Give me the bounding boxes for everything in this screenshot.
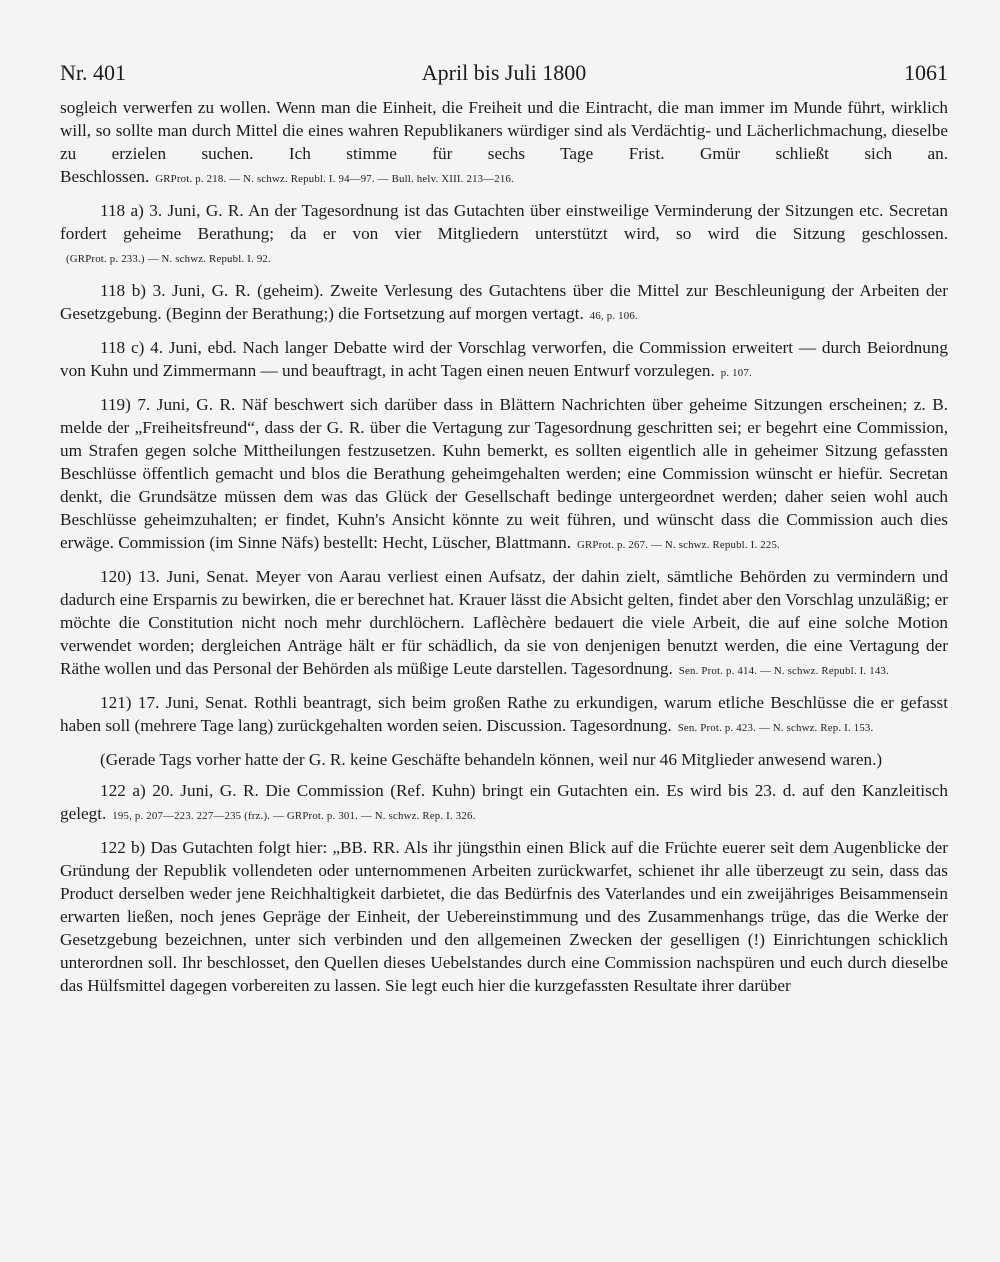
paragraph-121-note <box>60 748 948 771</box>
running-header <box>60 60 948 96</box>
paragraph-120 <box>60 565 948 683</box>
source-reference: Sen. Prot. p. 423. — N. schwz. Rep. I. 153. <box>677 722 874 734</box>
paragraph-text: 118 c) 4. Juni, ebd. Nach langer Debatte wird der Vorschlag verworfen, die Commission erweitert — durch Beiordnung von Kuhn und Zimmermann — und beauftragt, in acht Tagen einen neuen Entwurf vorzulegen. <box>60 338 948 380</box>
document-number: Nr. 401 <box>60 60 126 85</box>
source-reference: (GRProt. p. 233.) — N. schwz. Republ. I. 92. <box>66 253 271 265</box>
paragraph-122a <box>60 779 948 828</box>
paragraph-118a <box>60 199 948 271</box>
paragraph-118c <box>60 336 948 385</box>
paragraph-text: 121) 17. Juni, Senat. Rothli beantragt, sich beim großen Rathe zu erkundigen, warum etliche Beschlüsse die er gefasst haben soll (mehrere Tage lang) zurückgehalten worden seien. Discussion. Tagesordnung. <box>60 693 948 735</box>
paragraph-text: 118 a) 3. Juni, G. R. An der Tagesordnung ist das Gutachten über einstweilige Verminderung der Sitzungen etc. Secretan fordert geheime Berathung; da er von vier Mitgliedern unterstützt wird, so wird die Sitzung geschlossen. <box>60 201 948 243</box>
paragraph-119 <box>60 393 948 557</box>
paragraph-text: 120) 13. Juni, Senat. Meyer von Aarau verliest einen Aufsatz, der dahin zielt, sämtliche Behörden zu vermindern und dadurch eine Ersparnis zu bewirken, die er berechnet hat. Krauer lässt die Absicht gelten, findet aber den Vorschlag unzuläßig; er möchte die Constitution nicht noch mehr durchlöchern. Laflèchère bedauert die viele Arbeit, die auf eine solche Motion verwendet worden; dergleichen Anträge hält er für schädlich, da sie von denjenigen benutzt werden, die eine Vertagung der Räthe wollen und das Personal der Behörden als müßige Leute darstellen. Tagesordnung. <box>60 567 949 678</box>
source-reference: p. 107. <box>720 367 752 379</box>
source-reference: 46, p. 106. <box>589 310 638 322</box>
paragraph-122b <box>60 836 948 997</box>
paragraph-text: 118 b) 3. Juni, G. R. (geheim). Zweite Verlesung des Gutachtens über die Mittel zur Beschleunigung der Arbeiten der Gesetzgebung. (Beginn der Berathung;) die Fortsetzung auf morgen vertagt. <box>60 281 948 323</box>
paragraph-continuation <box>60 96 948 191</box>
running-title: April bis Juli 1800 <box>421 60 587 85</box>
paragraph-121 <box>60 691 948 740</box>
paragraph-text: (Gerade Tags vorher hatte der G. R. keine Geschäfte behandeln können, weil nur 46 Mitglieder anwesend waren.) <box>100 750 883 769</box>
paragraph-text: 122 b) Das Gutachten folgt hier: „BB. RR. Als ihr jüngsthin einen Blick auf die Früchte euerer seit dem Augenblicke der Gründung der Republik vollendeten oder unternommenen Arbeiten zurückwarfet, schienet ihr alle überzeugt zu sein, dass das Product derselben weder jene Reichhaltigkeit darbietet, die das Bedürfnis des Vaterlandes und ein zweijähriges Beisammensein erwarten ließen, noch jenes Gepräge der Einheit, der Uebereinstimmung und des Zusammenhangs trüge, das die Werke der Gesetzgebung bezeichnen, unter sich verbinden und den allgemeinen Zwecken der geselligen (!) Einrichtungen schicklich unterordnen soll. Ihr beschlosset, den Quellen dieses Uebelstandes durch eine Commission nachspüren und euch durch dieselbe das Hülfsmittel dagegen vorbereiten zu lassen. Sie legt euch hier die kurzgefassten Resultate ihrer darüber <box>60 838 948 995</box>
paragraph-118b <box>60 279 948 328</box>
source-reference: GRProt. p. 218. — N. schwz. Republ. I. 94—97. — Bull. helv. XIII. 213—216. <box>155 173 514 185</box>
page-number: 1061 <box>904 60 948 85</box>
source-reference: GRProt. p. 267. — N. schwz. Republ. I. 225. <box>577 539 780 551</box>
paragraph-text: 119) 7. Juni, G. R. Näf beschwert sich darüber dass in Blättern Nachrichten über geheime Sitzungen erscheinen; z. B. melde der „Freiheitsfreund“, dass der G. R. über die Vertagung zur Tagesordnung geschritten sei; er begehrt eine Commission, um Strafen gegen solche Mittheilungen festzusetzen. Kuhn bemerkt, es sollten eigentlich alle in geheimer Sitzung gefassten Beschlüsse öffentlich gemacht und blos die Berathung geheimgehalten werden; eine Commission wünscht er hiefür. Secretan denkt, die Grundsätze müssen dem was das Glück der Gesellschaft bedinge untergeordnet werden; daher seien wohl auch Beschlüsse geheimzuhalten; er findet, Kuhn's Ansicht könnte zu weit führen, und wünscht dass die Commission auch dies erwäge. Commission (im Sinne Näfs) bestellt: Hecht, Lüscher, Blattmann. <box>60 395 948 552</box>
paragraph-text: 122 a) 20. Juni, G. R. Die Commission (Ref. Kuhn) bringt ein Gutachten ein. Es wird bis 23. d. auf den Kanzleitisch gelegt. <box>60 781 948 823</box>
body-text <box>60 96 948 997</box>
source-reference: 195, p. 207—223. 227—235 (frz.). — GRProt. p. 301. — N. schwz. Rep. I. 326. <box>112 810 476 822</box>
source-reference: Sen. Prot. p. 414. — N. schwz. Republ. I. 143. <box>678 665 889 677</box>
paragraph-text: sogleich verwerfen zu wollen. Wenn man die Einheit, die Freiheit und die Eintracht, die man immer im Munde führt, wirklich will, so sollte man durch Mittel die eines wahren Republikaners würdiger sind als Verdächtig- und Lächerlichmachung, dieselbe zu erzielen suchen. Ich stimme für sechs Tage Frist. Gmür schließt sich an. Beschlossen. <box>60 98 948 186</box>
